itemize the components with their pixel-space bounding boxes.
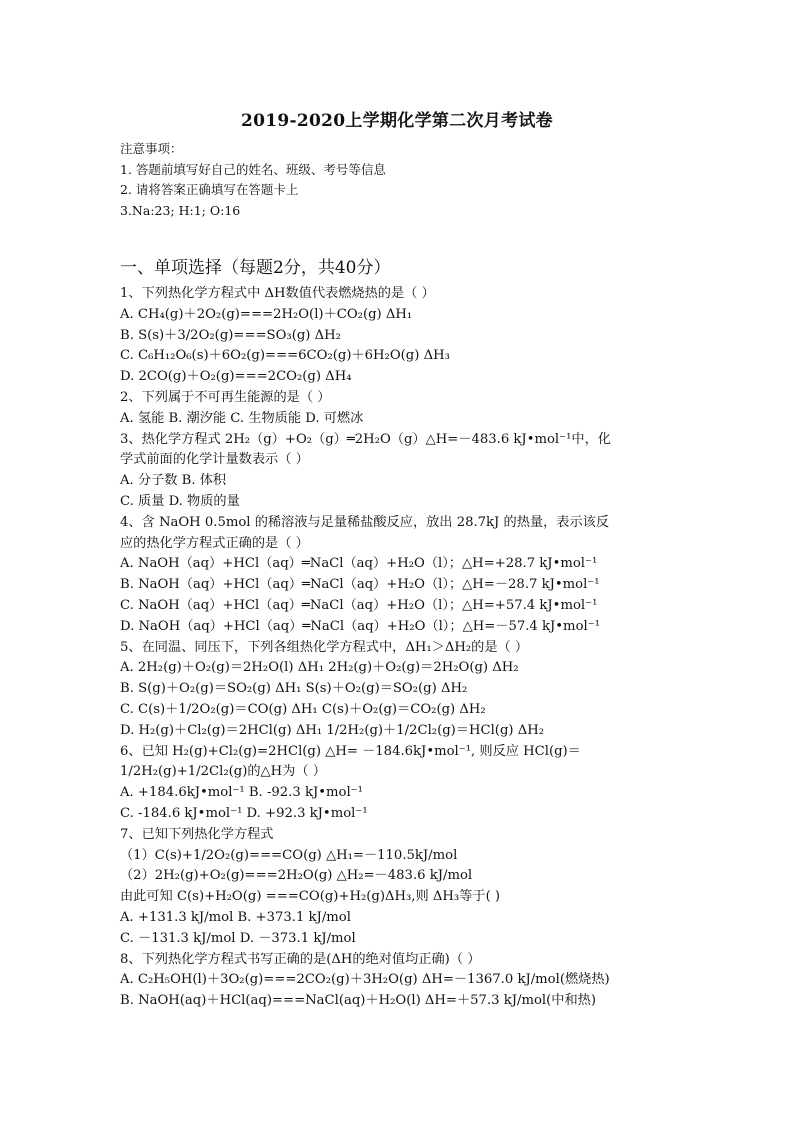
question-line: 5、在同温、同压下，下列各组热化学方程式中，ΔH₁＞ΔH₂的是（ ） — [120, 639, 529, 655]
notes-item: 1. 答题前填写好自己的姓名、班级、考号等信息 — [120, 161, 386, 177]
question-line: A. NaOH（aq）+HCl（aq）═NaCl（aq）+H₂O（l）；△H=+28.7 kJ•mol⁻¹ — [120, 556, 598, 572]
question-line: A. 分子数 B. 体积 — [120, 473, 227, 489]
question-line: 7、已知下列热化学方程式 — [120, 826, 274, 842]
question-line: C. －131.3 kJ/mol D. －373.1 kJ/mol — [120, 930, 356, 946]
question-line: B. S(s)＋3/2O₂(g)===SO₃(g) ΔH₂ — [120, 327, 341, 343]
question-line: （2）2H₂(g)+O₂(g)===2H₂O(g) △H₂=－483.6 kJ/mol — [120, 868, 473, 884]
question-line: 6、已知 H₂(g)+Cl₂(g)=2HCl(g) △H= －184.6kJ•mol⁻¹, 则反应 HCl(g)＝ — [120, 743, 581, 759]
question-body — [120, 284, 680, 1012]
question-line: B. NaOH（aq）+HCl（aq）═NaCl（aq）+H₂O（l）；△H=－28.7 kJ•mol⁻¹ — [120, 577, 600, 593]
question-line: B. NaOH(aq)＋HCl(aq)===NaCl(aq)＋H₂O(l) ΔH=＋57.3 kJ/mol(中和热) — [120, 993, 596, 1009]
question-line: 1、下列热化学方程式中 ΔH数值代表燃烧热的是（ ） — [120, 286, 435, 301]
notes-block — [120, 139, 386, 221]
question-line: A. 氢能 B. 潮汐能 C. 生物质能 D. 可燃冰 — [120, 410, 364, 426]
question-line: 由此可知 C(s)+H₂O(g) ===CO(g)+H₂(g)ΔH₃,则 ΔH₃等于( ) — [120, 889, 501, 905]
question-line: 8、下列热化学方程式书写正确的是(ΔH的绝对值均正确)（ ） — [120, 951, 481, 967]
question-line: C. C₆H₁₂O₆(s)＋6O₂(g)===6CO₂(g)＋6H₂O(g) ΔH₃ — [120, 348, 450, 364]
question-line: 3、热化学方程式 2H₂（g）+O₂（g）═2H₂O（g）△H=－483.6 kJ•mol⁻¹中，化 — [120, 431, 611, 447]
question-line: A. +184.6kJ•mol⁻¹ B. -92.3 kJ•mol⁻¹ — [120, 785, 363, 801]
question-line: C. NaOH（aq）+HCl（aq）═NaCl（aq）+H₂O（l）；△H=+57.4 kJ•mol⁻¹ — [120, 597, 598, 613]
question-line: A. C₂H₅OH(l)＋3O₂(g)===2CO₂(g)＋3H₂O(g) ΔH=－1367.0 kJ/mol(燃烧热) — [120, 972, 610, 988]
question-line: D. 2CO(g)＋O₂(g)===2CO₂(g) ΔH₄ — [120, 369, 352, 385]
question-line: 1/2H₂(g)+1/2Cl₂(g)的△H为（ ） — [120, 764, 326, 780]
question-line: C. C(s)＋1/2O₂(g)＝CO(g) ΔH₁ C(s)＋O₂(g)＝CO₂(g) ΔH₂ — [120, 701, 486, 717]
question-line: A. 2H₂(g)＋O₂(g)＝2H₂O(l) ΔH₁ 2H₂(g)＋O₂(g)＝2H₂O(g) ΔH₂ — [120, 660, 519, 676]
question-line: 应的热化学方程式正确的是（ ） — [120, 535, 309, 551]
question-line: A. +131.3 kJ/mol B. +373.1 kJ/mol — [120, 909, 351, 925]
question-line: 学式前面的化学计量数表示（ ） — [120, 452, 309, 468]
question-line: 2、下列属于不可再生能源的是（ ） — [120, 389, 331, 405]
notes-header: 注意事项： — [120, 141, 183, 156]
notes-item: 2. 请将答案正确填写在答题卡上 — [120, 182, 299, 197]
exam-title: 2019-2020上学期化学第二次月考试卷 — [241, 111, 553, 131]
section-title: 一、单项选择（每题2分，共40分） — [120, 258, 391, 278]
question-line: C. 质量 D. 物质的量 — [120, 493, 240, 509]
question-line: （1）C(s)+1/2O₂(g)===CO(g) △H₁=－110.5kJ/mol — [120, 847, 458, 863]
notes-item: 3.Na:23; H:1; O:16 — [120, 202, 241, 218]
question-line: B. S(g)＋O₂(g)＝SO₂(g) ΔH₁ S(s)＋O₂(g)＝SO₂(g) ΔH₂ — [120, 681, 468, 697]
question-line: C. -184.6 kJ•mol⁻¹ D. +92.3 kJ•mol⁻¹ — [120, 805, 368, 821]
question-line: D. NaOH（aq）+HCl（aq）═NaCl（aq）+H₂O（l）；△H=－57.4 kJ•mol⁻¹ — [120, 618, 600, 634]
question-line: 4、含 NaOH 0.5mol 的稀溶液与足量稀盐酸反应，放出 28.7kJ 的热量，表示该反 — [120, 514, 610, 530]
question-line: A. CH₄(g)＋2O₂(g)===2H₂O(l)＋CO₂(g) ΔH₁ — [120, 306, 413, 322]
question-line: D. H₂(g)＋Cl₂(g)＝2HCl(g) ΔH₁ 1/2H₂(g)＋1/2Cl₂(g)＝HCl(g) ΔH₂ — [120, 722, 545, 738]
